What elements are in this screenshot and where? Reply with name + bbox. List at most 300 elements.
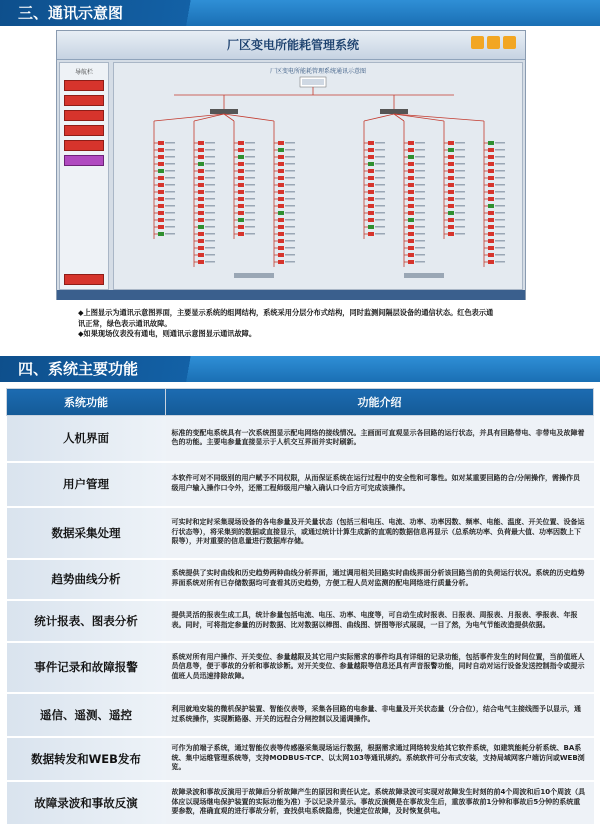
meter-device — [408, 169, 414, 173]
group-caption-line — [234, 273, 274, 278]
network-topology — [114, 63, 522, 289]
meter-device — [488, 218, 494, 222]
meter-label-line — [415, 198, 425, 200]
meter-device — [198, 169, 204, 173]
meter-label-line — [205, 240, 215, 242]
function-description: 系统提供了实时曲线和历史趋势两种曲线分析界面，通过调用相关回路实时曲线界面分析该回路当前的负荷运行状况。系统的历史趋势界面系统对所有已存储数据均可查看其历史趋势，方便工程人员对监测的配电网络进行质量分析。 — [166, 559, 594, 600]
branch-wire — [194, 114, 224, 121]
meter-label-line — [375, 170, 385, 172]
meter-device — [408, 197, 414, 201]
meter-label-line — [285, 156, 295, 158]
meter-device — [278, 141, 284, 145]
meter-label-line — [375, 191, 385, 193]
meter-device — [368, 176, 374, 180]
meter-device — [198, 225, 204, 229]
meter-label-line — [495, 163, 505, 165]
meter-device — [488, 141, 494, 145]
meter-label-line — [455, 177, 465, 179]
meter-device — [408, 183, 414, 187]
function-description: 故障录波和事故反演用于故障后分析故障产生的原因和责任认定。系统故障录波可实现对故障发生时刻的前4个周波和后10个周波（具体应以现场继电保护装置的实际功能为准）予以记录并显示。事故反演侧是在事故发生后，重放事故前1分钟和事故后5分钟的系统重要参数，准确直观的进行事故分析，查找供电系统隐患，快速定位故障，及时恢复供电。 — [166, 781, 594, 825]
function-description: 提供灵活的报表生成工具，统计参量包括电流、电压、功率、电度等，可自动生成时报表、日报表、周报表、月报表、季报表、年报表。同时，可将指定参量的历时数据、比对数据以棒图、曲线图、饼图等形式展现，一目了然，为电气节能改造提供依据。 — [166, 600, 594, 642]
function-table — [6, 388, 594, 826]
meter-device — [408, 155, 414, 159]
meter-device — [198, 246, 204, 250]
meter-label-line — [495, 170, 505, 172]
meter-device — [448, 148, 454, 152]
meter-label-line — [455, 212, 465, 214]
meter-device — [448, 204, 454, 208]
meter-label-line — [495, 156, 505, 158]
navigation-panel — [59, 62, 109, 290]
meter-label-line — [375, 198, 385, 200]
function-description: 可作为前端子系统，通过智能仪表等传感器采集现场运行数据，根据需求通过网络转发给其它软件系统，如建筑能耗分析系统、BA系统、集中运维管理系统等，支持MODBUS-TCP、以太网103等通讯规约。系统软件可分布式安装，支持局域网客户端访问或WEB浏览。 — [166, 737, 594, 781]
meter-device — [408, 225, 414, 229]
software-title: 厂区变电所能耗管理系统 — [227, 38, 360, 52]
section-4-header — [0, 356, 600, 382]
function-name: 事件记录和故障报警 — [7, 642, 166, 693]
meter-label-line — [205, 184, 215, 186]
meter-device — [488, 197, 494, 201]
refresh-icon[interactable] — [487, 36, 500, 49]
meter-device — [408, 141, 414, 145]
network-switch — [210, 109, 238, 114]
meter-label-line — [205, 198, 215, 200]
meter-label-line — [495, 247, 505, 249]
meter-label-line — [205, 142, 215, 144]
function-name: 趋势曲线分析 — [7, 559, 166, 600]
meter-label-line — [285, 261, 295, 263]
note-1: ◆上图显示为通讯示意图界面，主要显示系统的组网结构，系统采用分层分布式结构，同时监测间隔层设备的通信状态。红色表示通讯正常，绿色表示通讯故障。 — [78, 308, 494, 328]
function-description: 标准的变配电系统具有一次系统图显示配电网络的接线情况。主画面可直观显示各回路的运行状态，并具有回路带电、非带电及故障着色的功能。主要电参量直接显示于人机交互界面并实时刷新。 — [166, 416, 594, 462]
meter-device — [408, 176, 414, 180]
meter-label-line — [285, 142, 295, 144]
header-function: 系统功能 — [7, 389, 166, 416]
meter-label-line — [165, 205, 175, 207]
meter-label-line — [165, 191, 175, 193]
meter-label-line — [495, 212, 505, 214]
meter-label-line — [375, 177, 385, 179]
meter-label-line — [205, 233, 215, 235]
meter-label-line — [415, 156, 425, 158]
meter-device — [488, 246, 494, 250]
function-name: 遥信、遥测、遥控 — [7, 693, 166, 737]
function-description: 可实时和定时采集现场设备的各电参量及开关量状态（包括三相电压、电流、功率、功率因数、频率、电能、温度、开关位置、设备运行状态等），将采集到的数据或直接显示，或通过统计计算生成新的直观的数据信息再显示（总系统功率、负荷最大值、功率因数上下限等），并对重要的信息量进行数据库存储。 — [166, 507, 594, 559]
function-name: 用户管理 — [7, 462, 166, 507]
meter-device — [488, 169, 494, 173]
meter-device — [158, 162, 164, 166]
canvas-title: 厂区变电所能耗管理系统通讯示意图 — [269, 68, 366, 75]
meter-device — [198, 239, 204, 243]
meter-device — [368, 204, 374, 208]
network-switch — [380, 109, 408, 114]
meter-device — [158, 141, 164, 145]
meter-label-line — [415, 247, 425, 249]
meter-label-line — [455, 191, 465, 193]
meter-device — [158, 155, 164, 159]
meter-device — [278, 169, 284, 173]
meter-device — [238, 141, 244, 145]
nav-button-1[interactable] — [64, 80, 104, 91]
meter-device — [488, 225, 494, 229]
meter-device — [368, 141, 374, 145]
meter-label-line — [495, 254, 505, 256]
meter-device — [448, 218, 454, 222]
meter-label-line — [245, 226, 255, 228]
meter-device — [238, 218, 244, 222]
function-name: 数据采集处理 — [7, 507, 166, 559]
table-row — [7, 693, 594, 737]
meter-device — [368, 162, 374, 166]
meter-device — [198, 253, 204, 257]
meter-device — [238, 155, 244, 159]
meter-label-line — [455, 198, 465, 200]
function-description: 本软件可对不同级别的用户赋予不同权限，从而保证系统在运行过程中的安全性和可靠性。如对某重要回路的合/分闸操作，需操作员级用户输入操作口令外，还需工程师级用户输入确认口令后方可完成该操作。 — [166, 462, 594, 507]
meter-label-line — [375, 163, 385, 165]
table-row — [7, 559, 594, 600]
meter-label-line — [495, 142, 505, 144]
meter-label-line — [495, 219, 505, 221]
meter-device — [158, 148, 164, 152]
meter-device — [488, 232, 494, 236]
meter-label-line — [495, 191, 505, 193]
meter-device — [198, 211, 204, 215]
meter-label-line — [165, 177, 175, 179]
meter-device — [278, 190, 284, 194]
table-row — [7, 642, 594, 693]
meter-device — [488, 176, 494, 180]
table-row — [7, 462, 594, 507]
meter-device — [198, 183, 204, 187]
meter-label-line — [205, 226, 215, 228]
meter-device — [158, 176, 164, 180]
meter-label-line — [285, 212, 295, 214]
meter-label-line — [415, 254, 425, 256]
meter-device — [408, 260, 414, 264]
meter-device — [368, 218, 374, 222]
meter-device — [238, 190, 244, 194]
table-row — [7, 600, 594, 642]
meter-label-line — [245, 156, 255, 158]
meter-label-line — [285, 184, 295, 186]
meter-label-line — [245, 212, 255, 214]
meter-label-line — [415, 184, 425, 186]
meter-label-line — [165, 233, 175, 235]
meter-label-line — [375, 156, 385, 158]
meter-label-line — [285, 205, 295, 207]
meter-label-line — [285, 254, 295, 256]
meter-device — [198, 162, 204, 166]
meter-label-line — [455, 170, 465, 172]
meter-device — [238, 225, 244, 229]
meter-device — [278, 218, 284, 222]
meter-label-line — [455, 226, 465, 228]
meter-label-line — [375, 226, 385, 228]
meter-label-line — [375, 219, 385, 221]
meter-device — [488, 204, 494, 208]
meter-device — [278, 162, 284, 166]
diagram-notes — [78, 308, 498, 340]
meter-device — [158, 190, 164, 194]
meter-device — [158, 169, 164, 173]
section-3-title: 三、通讯示意图 — [0, 0, 228, 26]
meter-label-line — [495, 233, 505, 235]
meter-device — [408, 246, 414, 250]
meter-label-line — [375, 205, 385, 207]
meter-device — [448, 169, 454, 173]
function-description: 系统对所有用户操作、开关变位、参量越限及其它用户实际需求的事件均具有详细的记录功能，包括事件发生的时间位置，当前值班人员信息等，便于事故的分析和事故诊断。对开关变位、参量越限等信息还具有声音报警功能，同时自动对运行设备发送控制指令或提示值班人员迅速排除故障。 — [166, 642, 594, 693]
meter-device — [158, 232, 164, 236]
close-icon[interactable] — [503, 36, 516, 49]
meter-label-line — [285, 233, 295, 235]
meter-label-line — [205, 261, 215, 263]
note-2: ◆如果现场仪表没有通电，则通讯示意图显示通讯故障。 — [78, 329, 257, 338]
meter-label-line — [495, 149, 505, 151]
meter-device — [488, 239, 494, 243]
nav-button-5[interactable] — [64, 140, 104, 151]
meter-label-line — [205, 205, 215, 207]
section-4-title: 四、系统主要功能 — [0, 356, 228, 382]
meter-label-line — [285, 247, 295, 249]
meter-device — [368, 169, 374, 173]
meter-label-line — [495, 240, 505, 242]
meter-label-line — [245, 233, 255, 235]
meter-device — [448, 155, 454, 159]
meter-label-line — [205, 170, 215, 172]
meter-label-line — [285, 191, 295, 193]
meter-device — [448, 232, 454, 236]
meter-label-line — [165, 226, 175, 228]
meter-device — [198, 155, 204, 159]
meter-label-line — [415, 233, 425, 235]
network-diagram-canvas — [113, 62, 523, 290]
meter-label-line — [495, 198, 505, 200]
meter-device — [488, 190, 494, 194]
meter-device — [368, 225, 374, 229]
nav-button-2[interactable] — [64, 95, 104, 106]
meter-device — [448, 190, 454, 194]
nav-button-exit[interactable] — [64, 274, 104, 285]
meter-label-line — [205, 156, 215, 158]
meter-device — [278, 232, 284, 236]
meter-label-line — [455, 205, 465, 207]
meter-device — [198, 190, 204, 194]
meter-label-line — [415, 177, 425, 179]
meter-device — [368, 232, 374, 236]
meter-device — [238, 211, 244, 215]
meter-label-line — [165, 163, 175, 165]
meter-device — [238, 197, 244, 201]
meter-device — [368, 211, 374, 215]
meter-device — [238, 204, 244, 208]
meter-device — [448, 176, 454, 180]
meter-label-line — [495, 205, 505, 207]
meter-label-line — [375, 184, 385, 186]
meter-device — [198, 260, 204, 264]
meter-label-line — [495, 177, 505, 179]
meter-label-line — [415, 170, 425, 172]
meter-label-line — [205, 247, 215, 249]
meter-device — [408, 190, 414, 194]
meter-device — [278, 204, 284, 208]
meter-device — [408, 218, 414, 222]
meter-label-line — [165, 170, 175, 172]
meter-device — [198, 197, 204, 201]
meter-device — [158, 225, 164, 229]
communication-diagram-screenshot — [56, 30, 526, 300]
function-name: 故障录波和事故反演 — [7, 781, 166, 825]
meter-device — [408, 253, 414, 257]
home-icon[interactable] — [471, 36, 484, 49]
meter-label-line — [245, 149, 255, 151]
meter-device — [198, 176, 204, 180]
software-title-bar — [57, 31, 525, 60]
meter-label-line — [165, 142, 175, 144]
meter-device — [278, 260, 284, 264]
branch-wire — [364, 114, 394, 121]
meter-label-line — [245, 205, 255, 207]
header-description: 功能介绍 — [166, 389, 594, 416]
meter-device — [278, 197, 284, 201]
meter-device — [448, 225, 454, 229]
meter-label-line — [415, 261, 425, 263]
function-name: 人机界面 — [7, 416, 166, 462]
meter-label-line — [205, 163, 215, 165]
meter-label-line — [285, 198, 295, 200]
meter-label-line — [455, 163, 465, 165]
server-screen — [302, 79, 324, 85]
meter-device — [278, 239, 284, 243]
meter-label-line — [245, 177, 255, 179]
meter-label-line — [165, 156, 175, 158]
nav-button-3[interactable] — [64, 110, 104, 121]
meter-device — [448, 141, 454, 145]
meter-label-line — [205, 191, 215, 193]
meter-device — [448, 183, 454, 187]
group-caption-line — [404, 273, 444, 278]
table-row — [7, 781, 594, 825]
meter-device — [198, 218, 204, 222]
meter-label-line — [415, 226, 425, 228]
meter-device — [158, 211, 164, 215]
meter-label-line — [285, 177, 295, 179]
meter-device — [408, 211, 414, 215]
meter-label-line — [415, 205, 425, 207]
status-bar — [57, 290, 525, 300]
meter-label-line — [455, 156, 465, 158]
meter-label-line — [415, 191, 425, 193]
meter-device — [238, 169, 244, 173]
meter-device — [368, 190, 374, 194]
meter-device — [448, 211, 454, 215]
function-name: 数据转发和WEB发布 — [7, 737, 166, 781]
branch-wire — [154, 114, 224, 121]
meter-device — [278, 176, 284, 180]
meter-label-line — [245, 184, 255, 186]
meter-label-line — [165, 198, 175, 200]
meter-device — [488, 155, 494, 159]
meter-label-line — [455, 233, 465, 235]
meter-device — [158, 197, 164, 201]
meter-label-line — [285, 240, 295, 242]
meter-label-line — [165, 149, 175, 151]
nav-button-4[interactable] — [64, 125, 104, 136]
meter-device — [278, 253, 284, 257]
meter-device — [448, 197, 454, 201]
meter-label-line — [205, 177, 215, 179]
meter-device — [368, 197, 374, 201]
meter-label-line — [415, 142, 425, 144]
meter-device — [408, 162, 414, 166]
meter-label-line — [205, 254, 215, 256]
meter-device — [408, 148, 414, 152]
meter-device — [488, 260, 494, 264]
meter-label-line — [375, 149, 385, 151]
meter-label-line — [415, 212, 425, 214]
meter-device — [278, 211, 284, 215]
meter-device — [368, 183, 374, 187]
meter-device — [238, 232, 244, 236]
meter-label-line — [285, 149, 295, 151]
meter-device — [448, 162, 454, 166]
meter-label-line — [415, 240, 425, 242]
function-name: 统计报表、图表分析 — [7, 600, 166, 642]
meter-label-line — [285, 170, 295, 172]
table-row — [7, 416, 594, 462]
meter-label-line — [285, 163, 295, 165]
meter-label-line — [245, 142, 255, 144]
meter-device — [278, 225, 284, 229]
meter-label-line — [245, 170, 255, 172]
table-row — [7, 737, 594, 781]
meter-device — [158, 218, 164, 222]
meter-device — [278, 183, 284, 187]
meter-label-line — [455, 219, 465, 221]
meter-label-line — [495, 184, 505, 186]
table-row — [7, 507, 594, 559]
meter-label-line — [415, 219, 425, 221]
function-description: 利用就地安装的微机保护装置、智能仪表等，采集各回路的电参量、非电量及开关状态量（分合位），结合电气主接线图予以显示，通过系统操作，实现断路器、开关的远程合分闸控制以及遥调操作。 — [166, 693, 594, 737]
meter-device — [198, 141, 204, 145]
meter-device — [158, 204, 164, 208]
meter-label-line — [495, 226, 505, 228]
meter-label-line — [375, 233, 385, 235]
meter-device — [488, 211, 494, 215]
meter-device — [158, 183, 164, 187]
meter-device — [408, 204, 414, 208]
branch-wire — [224, 114, 274, 121]
meter-label-line — [245, 163, 255, 165]
table-header-row — [7, 389, 594, 416]
meter-device — [488, 148, 494, 152]
nav-title: 导航栏 — [74, 69, 93, 76]
meter-label-line — [375, 212, 385, 214]
meter-label-line — [165, 184, 175, 186]
meter-label-line — [245, 198, 255, 200]
meter-label-line — [245, 191, 255, 193]
meter-device — [238, 148, 244, 152]
meter-device — [238, 162, 244, 166]
nav-button-6[interactable] — [64, 155, 104, 166]
meter-device — [198, 148, 204, 152]
meter-device — [278, 148, 284, 152]
meter-label-line — [455, 149, 465, 151]
meter-device — [278, 155, 284, 159]
meter-label-line — [165, 219, 175, 221]
meter-label-line — [415, 163, 425, 165]
meter-label-line — [455, 184, 465, 186]
meter-label-line — [285, 226, 295, 228]
meter-label-line — [495, 261, 505, 263]
